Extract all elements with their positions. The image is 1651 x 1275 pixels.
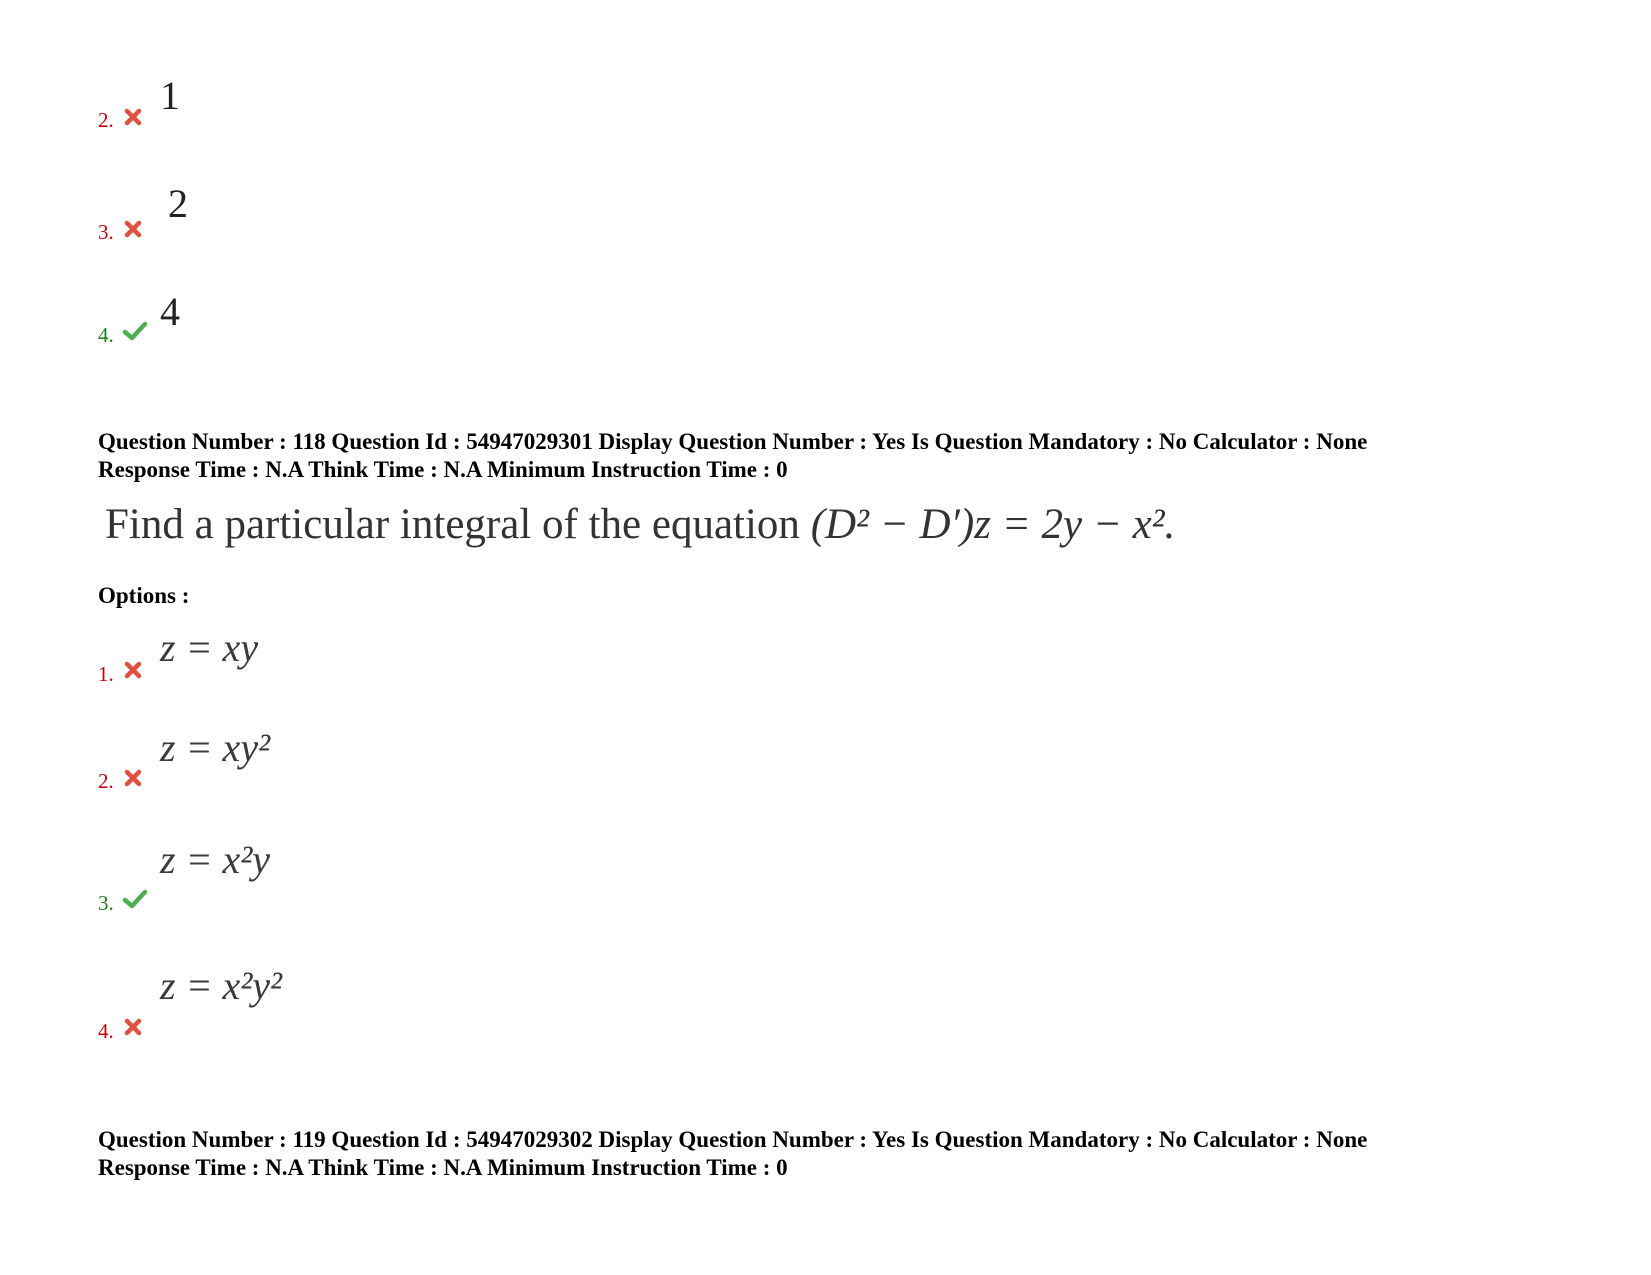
cross-icon: [122, 767, 144, 789]
question-meta-line1: Question Number : 118 Question Id : 54947029301 Display Question Number : Yes Is Question Mandatory : No Calculator : None: [98, 429, 1368, 454]
option-number: 1.: [98, 662, 114, 686]
cross-icon: [122, 218, 144, 240]
cross-icon: [122, 1016, 144, 1038]
option-value: z = xy²: [160, 725, 271, 770]
option-number: 3.: [98, 220, 114, 244]
check-icon: [122, 888, 148, 910]
option-number: 2.: [98, 769, 114, 793]
question-meta-line1: Question Number : 119 Question Id : 54947029302 Display Question Number : Yes Is Question Mandatory : No Calculator : None: [98, 1127, 1368, 1152]
cross-icon: [122, 106, 144, 128]
option-value: 1: [160, 73, 180, 118]
question-prompt: Find a particular integral of the equation: [105, 501, 811, 548]
question-text: [105, 500, 1175, 549]
options-label: Options :: [98, 583, 190, 608]
question-meta-line2: Response Time : N.A Think Time : N.A Minimum Instruction Time : 0: [98, 1155, 788, 1180]
option-number: 4.: [98, 323, 114, 347]
option-value: 4: [160, 289, 180, 334]
option-value: z = x²y²: [160, 963, 283, 1008]
check-icon: [122, 320, 148, 342]
option-number: 3.: [98, 891, 114, 915]
option-value: 2: [168, 181, 188, 226]
option-value: z = xy: [160, 625, 259, 670]
option-number: 2.: [98, 108, 114, 132]
option-number: 4.: [98, 1019, 114, 1043]
question-equation: (D² − D′)z = 2y − x².: [810, 501, 1176, 548]
question-meta-line2: Response Time : N.A Think Time : N.A Minimum Instruction Time : 0: [98, 457, 788, 482]
cross-icon: [122, 659, 144, 681]
option-value: z = x²y: [160, 837, 271, 882]
